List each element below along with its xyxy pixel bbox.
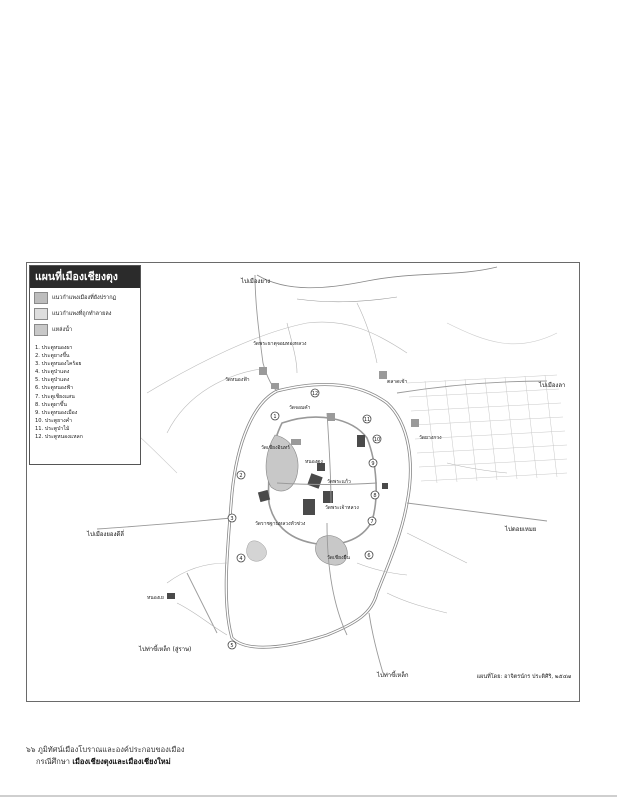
label-east2: ไปดอยเหมย: [505, 526, 537, 533]
svg-text:8: 8: [373, 493, 377, 499]
gate-item: 12. ประตูหนองแหลก: [35, 434, 83, 441]
legend-item-label: แหล่งน้ำ: [52, 327, 73, 333]
page-divider: [0, 795, 617, 797]
svg-text:10: 10: [373, 437, 381, 443]
outer-wall-inner: [226, 385, 410, 648]
roads-minor: [167, 303, 507, 635]
gate-item: 7. ประตูเชียงแสน: [35, 393, 75, 400]
place-label: วัดราชฐานหลวงหัวข่วง: [255, 521, 306, 527]
map-frame: [26, 262, 580, 702]
gate-item: 3. ประตูหนองไคร้อย: [35, 361, 82, 368]
contour-4: [447, 323, 557, 344]
legend-item-ruins: [34, 292, 136, 304]
swatch-ruins: [34, 292, 48, 304]
svg-text:2: 2: [239, 473, 243, 479]
field-grid: [407, 375, 567, 483]
caption-prefix: กรณีศึกษา: [36, 757, 73, 766]
gate-item: 6. ประตูหนองฟ้า: [35, 385, 74, 392]
svg-text:11: 11: [363, 417, 371, 423]
svg-text:5: 5: [230, 643, 234, 649]
gate-list: [30, 344, 140, 441]
gate-item: 9. ประตูหนองเมือง: [35, 409, 78, 416]
place-label: วัดจอมคำ: [289, 405, 311, 411]
gate-item: 11. ประตูป่าไม้: [35, 425, 70, 432]
swatch-water: [34, 324, 48, 336]
label-east: ไปเมืองลา: [539, 382, 566, 389]
place-label: วัดเชียงยืน: [327, 555, 350, 561]
caption-line-1: ๖๖ ภูมิทัศน์เมืองโบราณและองค์ประกอบของเมือง: [26, 745, 185, 754]
map-legend: [29, 265, 141, 465]
label-south: ไปท่าขี้เหล็ก: [377, 672, 409, 679]
svg-text:12: 12: [311, 391, 319, 397]
map-credit: แผนที่โดย: อาจิตรน์กร ประติศิริ, ๒๕๔๗: [476, 674, 571, 680]
river-north-2: [297, 297, 397, 302]
gate-markers: [228, 389, 381, 649]
svg-text:1: 1: [273, 414, 277, 420]
place-label: วัดพระธาตุจอมทองหลวง: [253, 341, 307, 347]
place-label: วัดเชียงอินทร์: [261, 445, 290, 451]
gate-item: 4. ประตูป่าแดง: [35, 369, 70, 376]
place-label: วัดยางกวง: [419, 435, 442, 441]
svg-text:6: 6: [367, 553, 371, 559]
gate-item: 5. ประตูป่าแดง: [35, 377, 70, 384]
caption-title: เมืองเชียงตุงและเมืองเชียงใหม่: [72, 757, 171, 766]
place-label: หนองเย: [147, 595, 164, 601]
gate-item: 10. ประตูยางคำ: [35, 417, 73, 424]
caption-line-2: [26, 756, 185, 768]
legend-item-label: แนวกำแพงเมืองที่ยังปรากฏ: [52, 295, 117, 301]
gate-item: 8. ประตูผาขึ้น: [35, 401, 67, 408]
contour-2: [167, 368, 267, 433]
place-label: หนองตุง: [305, 459, 323, 465]
place-label: วัดหนองฟ้า: [225, 377, 250, 383]
legend-title: แผนที่เมืองเชียงตุง: [30, 266, 140, 288]
legend-item-lost: [34, 308, 136, 320]
svg-text:7: 7: [370, 519, 374, 525]
svg-text:4: 4: [239, 556, 243, 562]
label-north: ไปเมืองยาง: [241, 278, 271, 285]
swatch-lost: [34, 308, 48, 320]
place-label: วัดพระแก้ว: [327, 479, 351, 485]
page-caption: [26, 744, 185, 768]
lake-south-2: [247, 541, 267, 561]
river-north: [257, 267, 497, 288]
label-west: ไปเมืองยองดีลี่: [87, 531, 124, 538]
gate-item: 2. ประตูยางขึ้น: [35, 353, 70, 360]
legend-item-water: [34, 324, 136, 336]
legend-item-label: แนวกำแพงที่ถูกทำลายลง: [52, 311, 112, 317]
gate-item: 1. ประตูหนองผา: [35, 345, 73, 351]
outer-wall: [226, 385, 410, 648]
place-label: วัดพระเจ้าหลวง: [325, 505, 359, 511]
place-label: ตลาดเช้า: [387, 379, 408, 385]
label-southwest: ไปท่าขี้เหล็ก (สู่ราษ): [139, 646, 192, 653]
contour-1: [147, 322, 407, 393]
svg-text:3: 3: [230, 516, 234, 522]
roads: [97, 275, 547, 673]
svg-text:9: 9: [371, 461, 375, 467]
